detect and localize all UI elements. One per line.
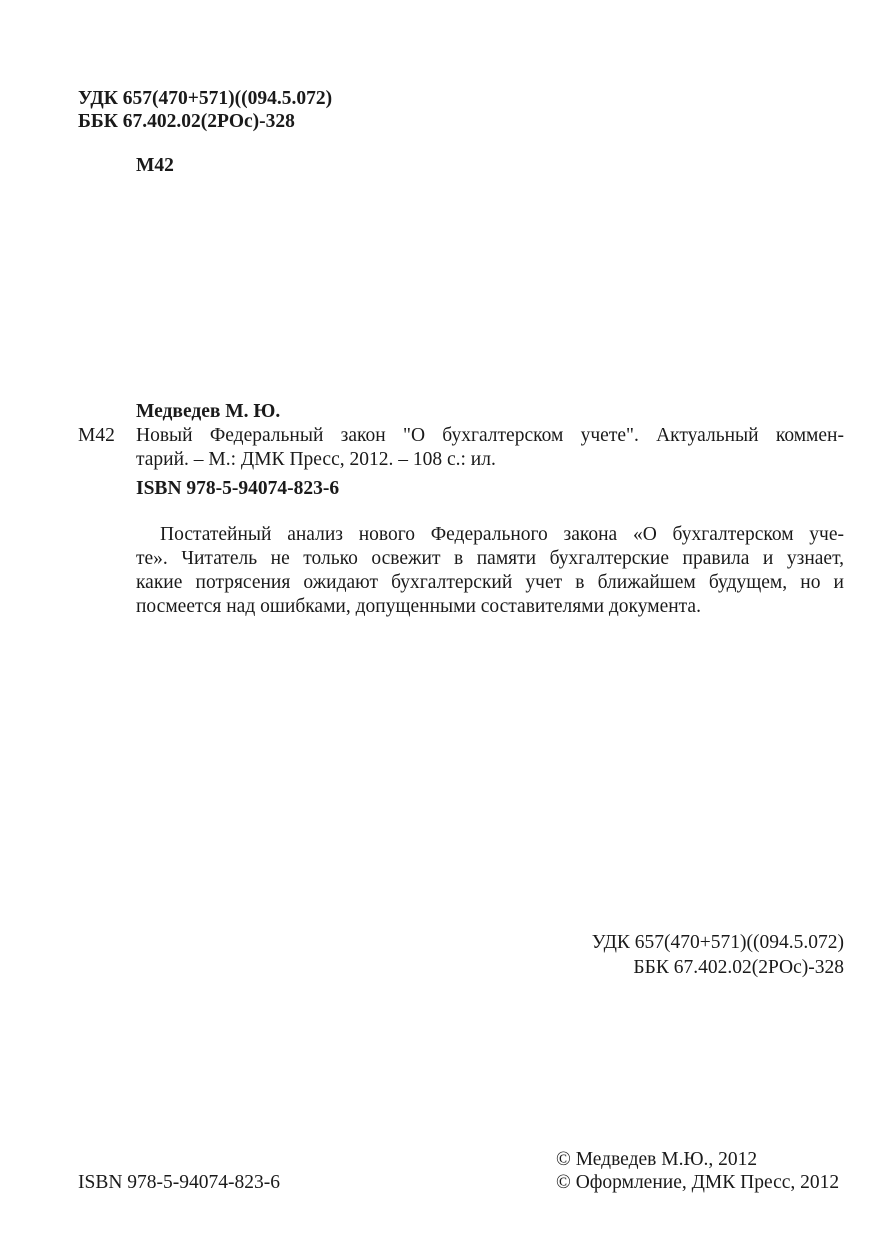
classification-udk: УДК 657(470+571)((094.5.072) (591, 932, 844, 953)
header-bbk: ББК 67.402.02(2РОс)-328 (78, 111, 295, 132)
annotation-line1: Постатейный анализ нового Федерального закона «О бухгалтерском уче- (160, 524, 844, 545)
annotation-line2: те». Читатель не только освежит в памяти бухгалтерские правила и узнает, (136, 548, 844, 569)
header-author-mark: М42 (136, 155, 174, 176)
annotation-line4: посмеется над ошибками, допущенными составителями документа. (136, 596, 701, 617)
footer-copyright-design: © Оформление, ДМК Пресс, 2012 (556, 1172, 840, 1193)
record-title-line1: Новый Федеральный закон "О бухгалтерском учете". Актуальный коммен- (136, 425, 844, 446)
record-isbn: ISBN 978-5-94074-823-6 (136, 478, 340, 499)
record-title-line2: тарий. – М.: ДМК Пресс, 2012. – 108 с.: ил. (136, 449, 496, 470)
classification-bbk: ББК 67.402.02(2РОс)-328 (633, 957, 844, 978)
record-mark: М42 (78, 425, 115, 446)
annotation-line3: какие потрясения ожидают бухгалтерский учет в ближайшем будущем, но и (136, 572, 844, 593)
footer-isbn: ISBN 978-5-94074-823-6 (78, 1172, 281, 1193)
footer-copyright-author: © Медведев М.Ю., 2012 (556, 1149, 758, 1170)
record-author: Медведев М. Ю. (136, 401, 281, 422)
header-udk: УДК 657(470+571)((094.5.072) (78, 88, 333, 109)
